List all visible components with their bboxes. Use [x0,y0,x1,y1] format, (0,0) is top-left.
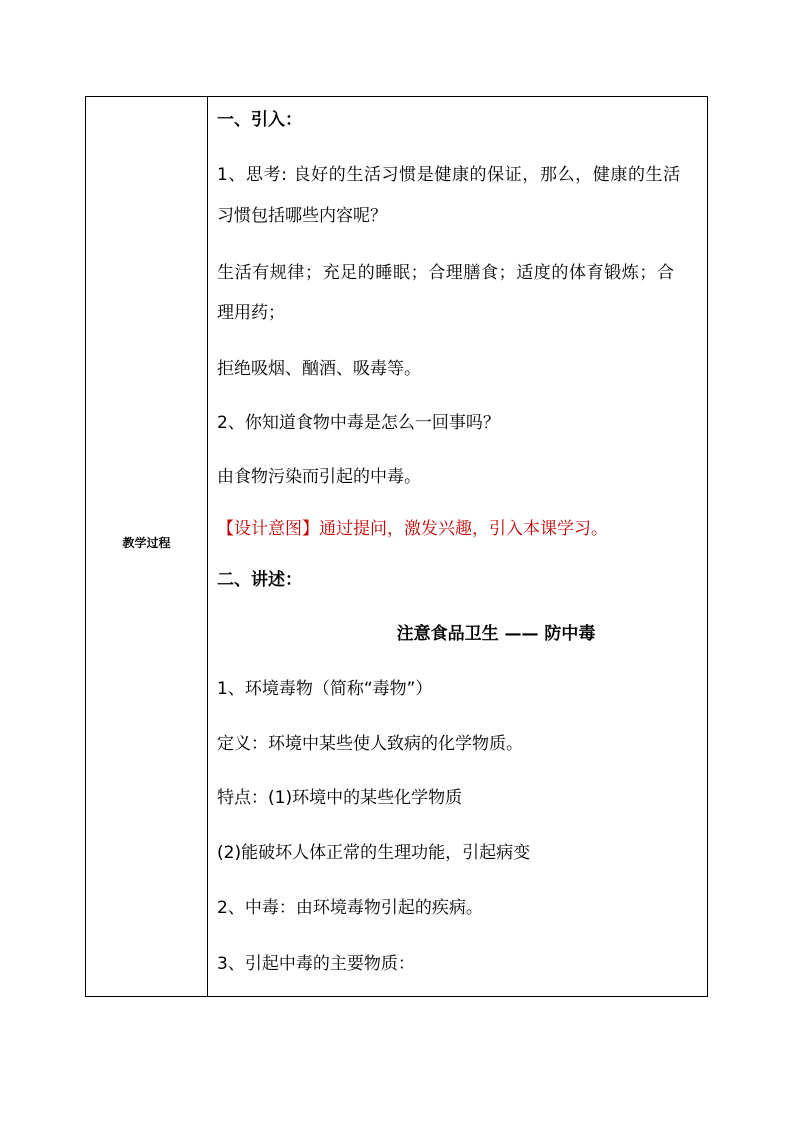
paragraph-line: 3、引起中毒的主要物质： [217,954,415,974]
topic-title: 注意食品卫生 —— 防中毒 [396,624,596,644]
paragraph-line: 2、你知道食物中毒是怎么一回事吗？ [217,413,500,433]
column-divider [207,97,208,996]
paragraph-line: (2)能破坏人体正常的生理功能，引起病变 [217,843,531,863]
paragraph-line: 2、中毒：由环境毒物引起的疾病。 [217,898,483,918]
lesson-table [85,96,708,997]
paragraph-line: 习惯包括哪些内容呢？ [217,206,387,226]
left-column-label: 教学过程 [122,536,171,550]
paragraph-line: 特点：(1)环境中的某些化学物质 [217,788,463,808]
section-heading-intro: 一、引入： [217,110,302,130]
paragraph-line: 由食物污染而引起的中毒。 [217,467,421,487]
paragraph-line: 1、思考: 良好的生活习惯是健康的保证，那么，健康的生活 [217,165,681,185]
design-intent-note: 【设计意图】通过提问，激发兴趣，引入本课学习。 [217,519,608,539]
section-heading-lecture: 二、讲述： [217,570,302,590]
paragraph-line: 拒绝吸烟、酗酒、吸毒等。 [217,359,421,379]
paragraph-line: 生活有规律；充足的睡眠；合理膳食；适度的体育锻炼；合 [217,263,675,283]
paragraph-line: 1、环境毒物（简称“毒物”） [217,679,433,699]
paragraph-line: 理用药； [217,303,285,323]
paragraph-line: 定义：环境中某些使人致病的化学物质。 [217,734,523,754]
